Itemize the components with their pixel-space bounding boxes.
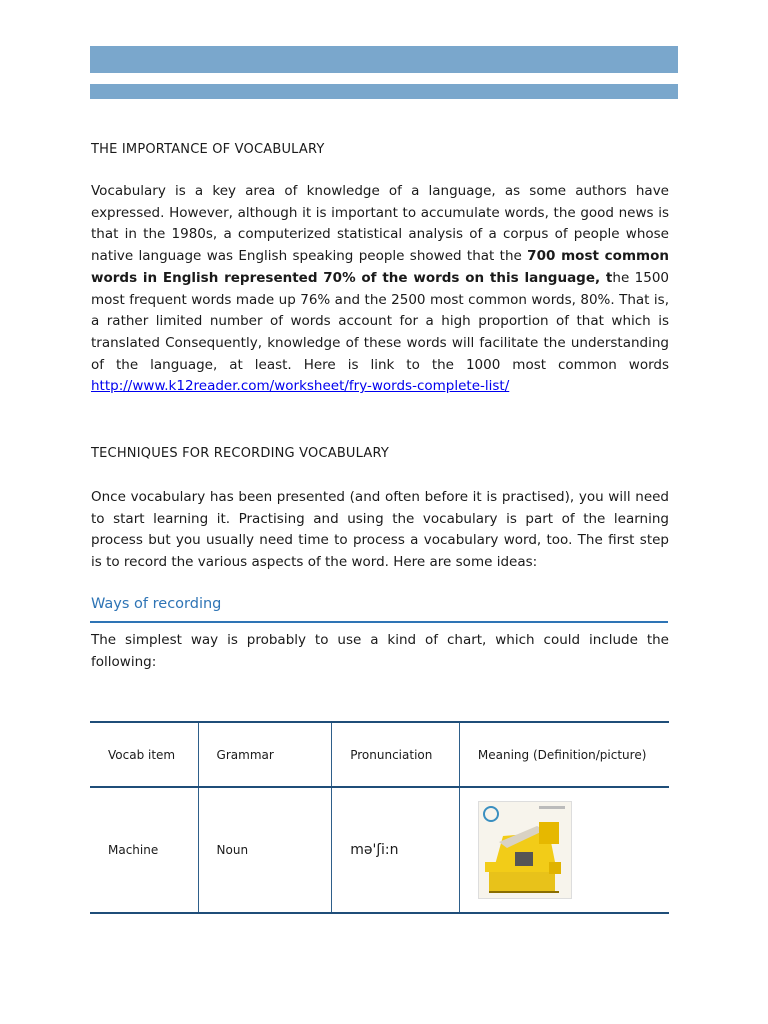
cell-pronunciation: mə'ʃi:n [332,787,460,913]
header-band-thin [90,84,678,99]
cell-vocab-item: Machine [90,787,198,913]
section-heading-techniques: TECHNIQUES FOR RECORDING VOCABULARY [91,446,390,461]
header-vocab-item: Vocab item [90,722,198,787]
paragraph-chart: The simplest way is probably to use a kind of chart, which could include the following: [91,632,669,670]
header-band [90,46,678,73]
section-heading-importance: THE IMPORTANCE OF VOCABULARY [91,142,325,157]
bold-statistic: 700 most common words in English represented 70% of the words on this language, t [91,248,669,286]
paragraph-techniques: Once vocabulary has been presented (and often before it is practised), you will need to start learning it. Practising and using the vocabulary is part of the learning process but you usually need time to process a vocabulary word, too. The first step is to record the various aspects of the word. Here are some ideas: [91,489,669,571]
vocab-table [90,721,669,914]
fry-words-link[interactable]: http://www.k12reader.com/worksheet/fry-words-complete-list/ [91,378,510,395]
table-row [90,787,669,913]
subheading-rule [90,621,668,623]
table-header-row [90,722,669,787]
machine-picture [478,801,572,899]
header-pronunciation: Pronunciation [332,722,460,787]
subheading-ways-of-recording: Ways of recording [91,596,222,612]
paragraph-importance: Vocabulary is a key area of knowledge of a language, as some authors have expressed. However, although it is important to accumulate words, the good news is that in the 1980s, a computerized statistical analysis of a corpus of people whose native language was English speaking people showed that the 700 most common words in English represented 70% of the words on this language, the 1500 most frequent words made up 76% and the 2500 most common words, 80%. That is, a rather limited number of words account for a high proportion of that which is translated Consequently, knowledge of these words will facilitate the understanding of the language, at least. Here is link to the 1000 most common words http://www.k12reader.com/worksheet/fry-words-complete-list/ [91,183,669,395]
machine-icon [479,802,571,898]
header-grammar: Grammar [198,722,332,787]
header-meaning: Meaning (Definition/picture) [459,722,669,787]
cell-meaning [459,787,669,913]
cell-grammar: Noun [198,787,332,913]
